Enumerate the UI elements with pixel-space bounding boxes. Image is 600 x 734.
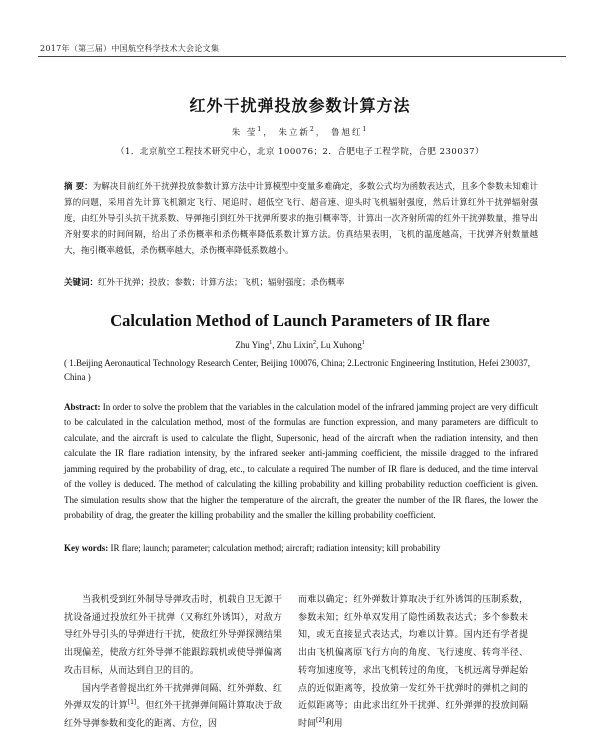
citation-ref: [1] bbox=[127, 699, 137, 707]
body-column-right bbox=[298, 592, 528, 734]
en-keywords bbox=[64, 541, 538, 556]
body-paragraph bbox=[298, 592, 528, 734]
en-author-name: Lu Xuhong bbox=[320, 340, 362, 350]
en-abstract-text: In order to solve the problem that the variables in the calculation model of the infrared jamming project are very difficult to be calculated in the calculation method, most of the formulas are function expression, and many parameters are difficult to calculate, and the aircraft is used to calculate the flight, Supersonic, head of the aircraft when the radiation intensity, and then calculate the IR flare radiation intensity, by the infrared seeker anti-jamming coefficient, the missile dragged to the infrared jamming required by the probability of drag, etc., to calculate a required The number of IR flare is deduced, and the time interval of the volley is deduced. The method of calculating the killing probability and killing probability reduction coefficient is given. The simulation results show that the higher the temperature of the aircraft, the greater the number of the IR flares, the lower the probability of drag, the greater the killing probability and the smaller the killing probability coefficient. bbox=[64, 402, 539, 521]
en-author-sup: 2 bbox=[312, 340, 316, 346]
cn-author-name: 朱 莹 bbox=[231, 128, 258, 138]
body-paragraph: 当我机受到红外制导导弹攻击时，机载自卫无源干扰设备通过投放红外干扰弹（又称红外诱饵），对敌方导红外导引头的导弹进行干扰，使敌红外导弹探测结果出现偏差，使敌方红外导弹不能跟踪载机或使导弹偏离攻击目标，从而达到自卫的目的。 bbox=[64, 595, 282, 676]
body-column-left bbox=[64, 592, 282, 734]
cn-affiliation: （1．北京航空工程技术研究中心，北京 100076；2．合肥电子工程学院，合肥 230037） bbox=[115, 147, 485, 157]
en-authors: Zhu Ying$^1$, Zhu Lixin$^2$, Lu Xuhong$^1$ bbox=[235, 340, 365, 350]
body-text: 国内学者曾提出红外干扰弹弹间隔、红外弹数、红外弹双发的计算 bbox=[64, 683, 282, 712]
cn-author-name: 朱立新 bbox=[278, 128, 310, 138]
cn-title: 红外干扰弹投放参数计算方法 bbox=[189, 96, 411, 115]
body-paragraph bbox=[64, 681, 282, 734]
cn-abstract bbox=[64, 180, 538, 260]
en-author-sup: 1 bbox=[361, 340, 365, 346]
en-abstract-label: Abstract: bbox=[64, 402, 101, 412]
cn-keywords-text: 红外干扰弹；投放；参数；计算方法；飞机；辐射强度；杀伤概率 bbox=[98, 278, 345, 288]
cn-keywords bbox=[64, 276, 538, 292]
cn-author-sup: 1 bbox=[257, 126, 264, 134]
en-author-name: Zhu Ying bbox=[235, 340, 270, 350]
cn-abstract-text: 为解决目前红外干扰弹投放参数计算方法中计算模型中变量多难确定，多数公式均为函数表达式，且多个参数未知难计算的问题，采用首先计算飞机额定飞行、尾追时、超低空飞行、超音速、迎头时飞机辐射强度，然后计算红外干扰弹辐射强度，由红外导引头抗干扰系数、导弹拖引到红外干扰弹所要求的拖引概率等，计算出一次齐射所需的红外干扰弹数量，推导出齐射要求的时间间隔，给出了杀伤概率和杀伤概率降低系数计算方法。仿真结果表明，飞机的温度越高，干扰弹齐射数量越大，拖引概率越低，杀伤概率越大，杀伤概率降低系数越小。 bbox=[64, 182, 538, 256]
cn-author-name: 鲁旭红 bbox=[330, 128, 363, 138]
en-keywords-label: Key words: bbox=[64, 543, 109, 553]
en-abstract bbox=[64, 400, 538, 524]
header-rule bbox=[38, 56, 566, 57]
en-keywords-text: IR flare; launch; parameter; calculation method; aircraft; radiation intensity; kill probability bbox=[110, 543, 441, 553]
citation-ref: [2] bbox=[316, 716, 325, 724]
en-author-sup: 1 bbox=[269, 340, 273, 346]
en-title: Calculation Method of Launch Parameters of IR flare bbox=[110, 311, 490, 330]
en-affiliation: ( 1.Beijing Aeronautical Technology Research Center, Beijing 100076, China; 2.Lectronic Engineering Institution, Hefei 230037, China ) bbox=[64, 358, 530, 382]
cn-keywords-label: 关键词： bbox=[64, 278, 99, 288]
body-text: 利用 bbox=[324, 718, 343, 729]
en-author-name: Zhu Lixin bbox=[276, 340, 313, 350]
cn-authors: 朱 莹$^1$， 朱立新$^2$， 鲁旭红$^1$ bbox=[231, 126, 369, 138]
cn-abstract-label: 摘 要： bbox=[64, 182, 93, 192]
cn-author-sup: 1 bbox=[362, 126, 369, 134]
cn-author-sup: 2 bbox=[309, 126, 316, 134]
body-text: 。但红外干扰弹弹间隔计算取决于敌红外导弹参数和变化的距离、方位，因 bbox=[64, 701, 282, 729]
body-text: 而难以确定；红外弹数计算取决于红外诱饵的压制系数，参数未知；红外单双发用了隐性函数表达式；多个参数未知，或无直接显式表达式，均难以计算。国内还有学者提出由飞机偏离原飞行方向的角度、飞行速度、转弯半径、转弯加速度等，求出飞机转过的角度，飞机远离导弹起始点的近似距离等，投放第一发红外干扰弹时的弹机之间的近似距离等；由此求出红外干扰弹、红外弹弹的投放间隔时间 bbox=[298, 595, 528, 729]
running-header: 2017年（第三届）中国航空科学技术大会论文集 bbox=[40, 44, 220, 53]
